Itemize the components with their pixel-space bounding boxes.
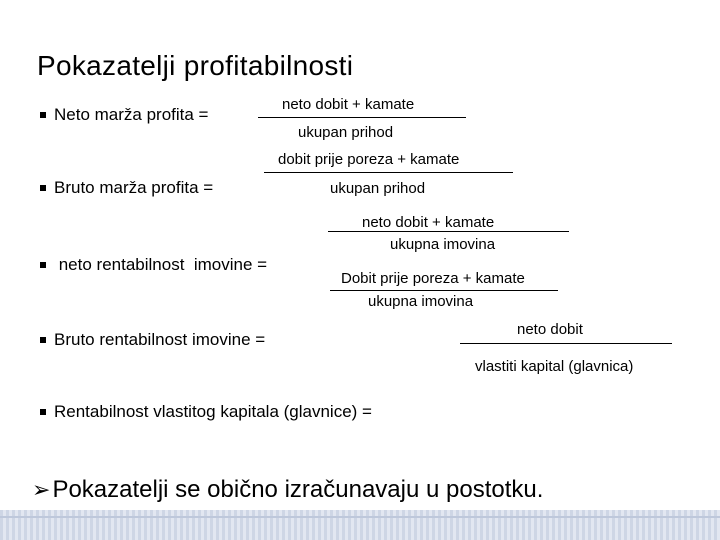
bullet-square-icon <box>40 185 46 191</box>
bullet-label: Bruto marža profita = <box>54 178 214 197</box>
bullet-square-icon <box>40 112 46 118</box>
formula-3-numerator: neto dobit + kamate <box>362 214 495 231</box>
formula-1-fraction-line <box>258 117 466 118</box>
bullet-square-icon <box>40 409 46 415</box>
bullet-neto-marza <box>40 105 209 125</box>
formula-4-numerator: Dobit prije poreza + kamate <box>341 270 525 287</box>
formula-2-fraction-line <box>264 172 513 173</box>
formula-5-numerator: neto dobit <box>517 321 583 338</box>
formula-5-fraction-line <box>460 343 672 344</box>
formula-4-denominator: ukupna imovina <box>368 293 474 310</box>
bullet-bruto-marza <box>40 178 213 198</box>
slide-note <box>32 476 543 504</box>
bullet-square-icon <box>40 262 46 268</box>
slide-title: Pokazatelji profitabilnosti <box>37 50 354 81</box>
bullet-neto-rentabilnost-imovine <box>40 255 267 275</box>
arrow-right-icon: ➢ <box>32 477 51 502</box>
footer-decoration <box>0 510 720 540</box>
formula-2-numerator: dobit prije poreza + kamate <box>278 151 460 168</box>
note-text: Pokazatelji se obično izračunavaju u postotku. <box>52 476 544 503</box>
formula-1-denominator: ukupan prihod <box>298 124 394 141</box>
bullet-rentabilnost-vlastitog-kapitala <box>40 402 372 422</box>
bullet-bruto-rentabilnost-imovine <box>40 330 265 350</box>
bullet-label: Rentabilnost vlastitog kapitala (glavnice) = <box>54 402 372 421</box>
formula-4-fraction-line <box>330 290 558 291</box>
formula-3-denominator: ukupna imovina <box>390 236 496 253</box>
bullet-label: neto rentabilnost imovine = <box>54 255 268 274</box>
bullet-label: Bruto rentabilnost imovine = <box>54 330 266 349</box>
formula-5-denominator: vlastiti kapital (glavnica) <box>475 358 634 375</box>
formula-2-denominator: ukupan prihod <box>330 180 426 197</box>
bullet-label: Neto marža profita = <box>54 105 209 124</box>
bullet-square-icon <box>40 337 46 343</box>
formula-3-fraction-line <box>328 231 569 232</box>
formula-1-numerator: neto dobit + kamate <box>282 96 415 113</box>
